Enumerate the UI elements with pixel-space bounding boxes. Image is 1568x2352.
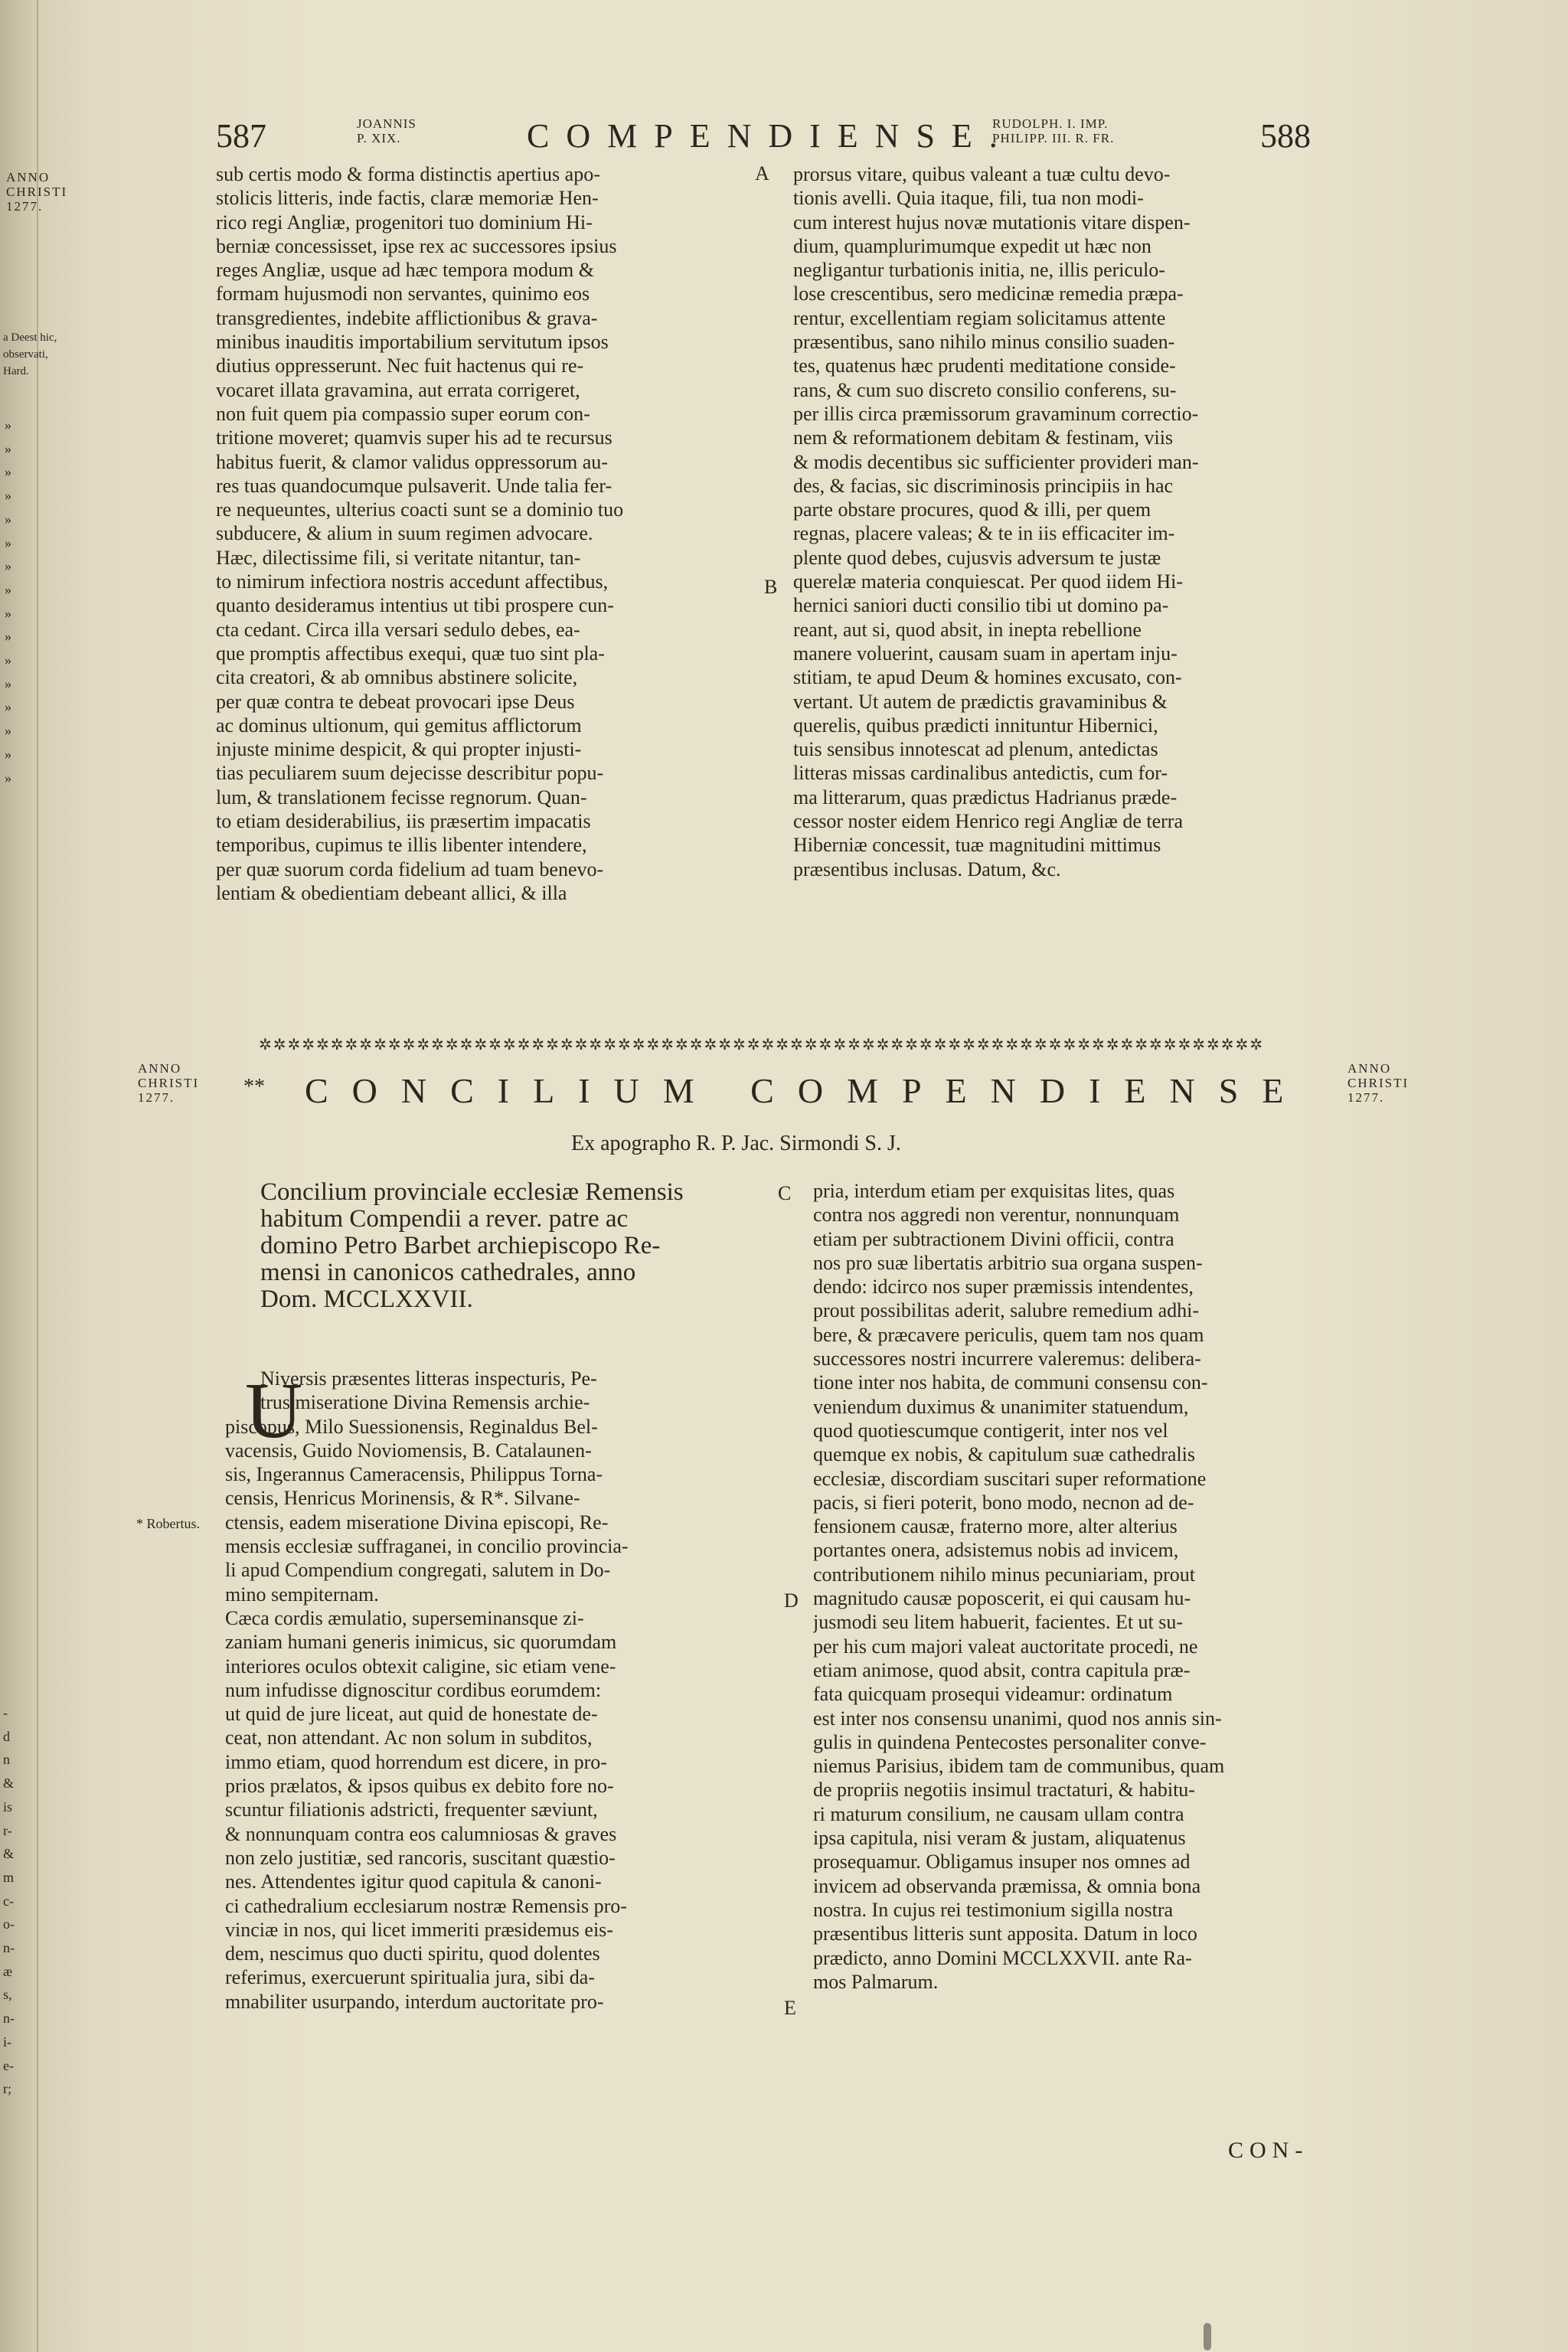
quote-mark: » bbox=[5, 534, 11, 550]
quote-mark: » bbox=[5, 746, 11, 762]
text-line: immo etiam, quod horrendum est dicere, in pro- bbox=[225, 1750, 607, 1773]
text-line: ceat, non attendant. Ac non solum in subditos, bbox=[225, 1726, 593, 1749]
text-line: mensis ecclesiæ suffraganei, in concilio provincia- bbox=[225, 1535, 629, 1558]
text-line: lentiam & obedientiam debeant allici, & illa bbox=[216, 881, 567, 904]
text-line: plente quod debes, cujusvis adversum te justæ bbox=[793, 546, 1161, 569]
text-line: per quæ contra te debeat provocari ipse Deus bbox=[216, 690, 575, 713]
text-line: interiores oculos obtexit caligine, sic etiam vene- bbox=[225, 1655, 616, 1677]
section-title: CONCILIUM COMPENDIENSE bbox=[305, 1071, 1308, 1110]
text-line: prios prælatos, & ipsos quibus ex debito fore no- bbox=[225, 1775, 614, 1798]
text-line: dendo: idcirco nos super præmissis intendentes, bbox=[813, 1276, 1194, 1298]
text-line: tione inter nos habita, de communi consensu con- bbox=[813, 1371, 1208, 1394]
text-line: mos Palmarum. bbox=[813, 1970, 939, 1993]
margin-fragment: & bbox=[3, 1846, 15, 1862]
text-line: Hæc, dilectissime fili, si veritate nitantur, tan- bbox=[216, 546, 581, 569]
text-line: fata quicquam prosequi videamur: ordinatum bbox=[813, 1683, 1173, 1706]
asterisk-mark: ** bbox=[243, 1075, 265, 1099]
drop-cap: U bbox=[245, 1367, 303, 1455]
text-line: fensionem causæ, fraterno more, alter alterius bbox=[813, 1515, 1178, 1538]
text-line: trus miseratione Divina Remensis archie- bbox=[260, 1391, 590, 1414]
quote-mark: » bbox=[5, 652, 11, 668]
summary-line: Concilium provinciale ecclesiæ Remensis bbox=[260, 1178, 684, 1206]
margin-fragment: c- bbox=[3, 1893, 14, 1909]
text-line: berniæ concessisset, ipse rex ac successores ipsius bbox=[216, 234, 617, 257]
quote-mark: » bbox=[5, 605, 11, 621]
council-summary bbox=[260, 1179, 684, 1313]
text-line: prosequamur. Obligamus insuper nos omnes ad bbox=[813, 1851, 1191, 1873]
text-line: magnitudo causæ poposcerit, ei qui causam hu- bbox=[813, 1587, 1191, 1610]
text-line: quanto desideramus intentius ut tibi prospere cun- bbox=[216, 594, 614, 617]
text-line: transgredientes, indebite afflictionibus & grava- bbox=[216, 306, 598, 329]
catchword: CON- bbox=[1228, 2138, 1309, 2163]
margin-fragment: æ bbox=[3, 1963, 13, 1979]
quote-mark: » bbox=[5, 581, 11, 597]
margin-fragment: i- bbox=[3, 2034, 11, 2050]
margin-fragment: & bbox=[3, 1775, 15, 1792]
margin-fragment: is bbox=[3, 1798, 13, 1815]
margin-fragment: n bbox=[3, 1752, 10, 1768]
text-line: pria, interdum etiam per exquisitas lites, quas bbox=[813, 1180, 1175, 1202]
section-letter-e: E bbox=[784, 1997, 796, 2019]
margin-year: 1277. bbox=[6, 199, 44, 214]
text-line: præsentibus litteris sunt apposita. Datum in loco bbox=[813, 1922, 1197, 1945]
header-pope-number: P. XIX. bbox=[357, 131, 401, 145]
text-line: est inter nos consensu unanimi, quod nos annis sin- bbox=[813, 1707, 1222, 1730]
text-line: tias peculiarem suum dejecisse describitur popu- bbox=[216, 762, 604, 785]
summary-line: Dom. MCCLXXVII. bbox=[260, 1285, 473, 1313]
text-line: re nequeuntes, ulterius coacti sunt se a dominio tuo bbox=[216, 498, 624, 521]
margin-fragment: o- bbox=[3, 1916, 15, 1932]
text-line: referimus, exercuerunt spiritualia jura, sibi da- bbox=[225, 1966, 595, 1989]
text-line: mnabiliter usurpando, interdum auctoritate pro- bbox=[225, 1990, 604, 2013]
summary-line: mensi in canonicos cathedrales, anno bbox=[260, 1259, 636, 1286]
text-line: subducere, & alium in suum regimen advocare. bbox=[216, 522, 593, 545]
summary-line: habitum Compendii a rever. patre ac bbox=[260, 1205, 629, 1233]
text-line: nes. Attendentes igitur quod capitula & canoni- bbox=[225, 1870, 602, 1893]
margin-fragment: - bbox=[3, 1705, 8, 1720]
margin-fragment: n- bbox=[3, 1940, 15, 1956]
margin-fragment: r; bbox=[3, 2081, 11, 2097]
text-line: regnas, placere valeas; & te in iis efficaciter im- bbox=[793, 522, 1175, 545]
margin-year-mid-right bbox=[1348, 1061, 1409, 1105]
header-rulers bbox=[992, 116, 1114, 145]
margin-note-hard bbox=[3, 329, 57, 380]
text-line: querelæ materia conquiescat. Per quod iidem Hi- bbox=[793, 570, 1184, 593]
text-line: Niversis præsentes litteras inspecturis, Pe- bbox=[260, 1367, 597, 1390]
text-line: nem & reformationem debitam & festinam, viis bbox=[793, 426, 1174, 449]
quote-mark: » bbox=[5, 417, 11, 433]
ornament-band: ✲✲✲✲✲✲✲✲✲✲✲✲✲✲✲✲✲✲✲✲✲✲✲✲✲✲✲✲✲✲✲✲✲✲✲✲✲✲✲✲✲✲✲✲✲✲✲✲✲✲✲✲✲✲✲✲✲✲✲✲✲✲✲✲✲✲✲✲✲✲ bbox=[259, 1037, 1265, 1052]
upper-right-column bbox=[793, 162, 1344, 881]
text-line: tuis sensibus innotescat ad plenum, antedictas bbox=[793, 738, 1158, 761]
text-line: ci cathedralium ecclesiarum nostræ Remensis pro- bbox=[225, 1894, 627, 1917]
text-line: cum interest hujus novæ mutationis vitare dispen- bbox=[793, 211, 1191, 234]
text-line: ctensis, eadem miseratione Divina episcopi, Re- bbox=[225, 1511, 609, 1534]
text-line: prorsus vitare, quibus valeant a tuæ cultu devo- bbox=[793, 163, 1171, 185]
quote-mark: » bbox=[5, 440, 11, 456]
margin-note-line: observati, bbox=[3, 348, 48, 361]
section-letter-c: C bbox=[778, 1182, 792, 1204]
text-line: non zelo justitiæ, sed rancoris, suscitant quæstio- bbox=[225, 1846, 616, 1869]
text-line: zaniam humani generis inimicus, sic quorumdam bbox=[225, 1631, 617, 1654]
text-line: rentur, excellentiam regiam solicitamus attente bbox=[793, 306, 1166, 329]
text-line: pacis, si fieri poterit, bono modo, necnon ad de- bbox=[813, 1491, 1194, 1514]
margin-year: 1277. bbox=[138, 1090, 175, 1105]
text-line: rans, & cum suo discreto consilio conferens, su- bbox=[793, 378, 1177, 401]
header-emperor: RUDOLPH. I. IMP. bbox=[992, 116, 1109, 131]
margin-fragments bbox=[3, 1701, 15, 2101]
margin-fragment: n- bbox=[3, 2011, 15, 2027]
lower-right-column bbox=[813, 1179, 1349, 1994]
text-line: cessor noster eidem Henrico regi Angliæ de terra bbox=[793, 810, 1183, 833]
text-line: dium, quamplurimumque expedit ut hæc non bbox=[793, 234, 1152, 257]
text-line: habitus fuerit, & clamor validus oppressorum au- bbox=[216, 450, 608, 473]
quote-mark: » bbox=[5, 629, 11, 645]
text-line: niemus Parisius, ibidem tam de communibus, quam bbox=[813, 1755, 1225, 1778]
text-line: vacensis, Guido Noviomensis, B. Catalaunen- bbox=[225, 1439, 592, 1462]
header-pope-name: JOANNIS bbox=[357, 116, 416, 131]
section-letter-d: D bbox=[784, 1589, 799, 1612]
text-line: & nonnunquam contra eos calumniosas & graves bbox=[225, 1822, 617, 1845]
margin-year-mid-left bbox=[138, 1061, 199, 1105]
text-line: hernici saniori ducti consilio tibi ut domino pa- bbox=[793, 594, 1169, 617]
text-line: formam hujusmodi non servantes, quinimo eos bbox=[216, 283, 590, 305]
text-line: præsentibus inclusas. Datum, &c. bbox=[793, 858, 1061, 880]
text-line: tritione moveret; quamvis super his ad te recursus bbox=[216, 426, 612, 449]
text-line: de propriis negotiis insimul tractaturi, & habitu- bbox=[813, 1779, 1195, 1802]
section-letter-a: A bbox=[755, 162, 769, 185]
text-line: non fuit quem pia compassio super eorum con- bbox=[216, 402, 590, 425]
text-line: manere voluerint, causam suam in apertam inju- bbox=[793, 642, 1178, 665]
text-line: injuste minime despicit, & qui propter injusti- bbox=[216, 738, 582, 761]
summary-line: domino Petro Barbet archiepiscopo Re- bbox=[260, 1232, 661, 1259]
margin-year-top bbox=[6, 170, 67, 214]
section-subtitle: Ex apographo R. P. Jac. Sirmondi S. J. bbox=[571, 1132, 901, 1155]
lower-left-column bbox=[216, 1367, 770, 2014]
text-line: contra nos aggredi non verentur, nonnunquam bbox=[813, 1204, 1180, 1227]
text-line: nos pro suæ libertatis arbitrio sua organa suspen- bbox=[813, 1251, 1203, 1274]
upper-left-column bbox=[216, 162, 752, 905]
margin-anno: ANNO bbox=[138, 1061, 182, 1076]
quote-mark: » bbox=[5, 464, 11, 480]
text-line: ri maturum consilium, ne causam ullam contra bbox=[813, 1802, 1184, 1825]
text-line: res tuas quandocumque pulsaverit. Unde talia fer- bbox=[216, 474, 612, 497]
quote-mark: » bbox=[5, 511, 11, 527]
text-line: ipsa capitula, nisi veram & justam, aliquatenus bbox=[813, 1827, 1186, 1850]
text-line: querelis, quibus prædicti innituntur Hibernici, bbox=[793, 714, 1158, 737]
text-line: prædicto, anno Domini MCCLXXVII. ante Ra- bbox=[813, 1946, 1192, 1969]
text-line: diutius oppresserunt. Nec fuit hactenus qui re- bbox=[216, 354, 584, 377]
text-line: tes, quatenus hæc prudenti meditatione conside- bbox=[793, 354, 1176, 377]
text-line: præsentibus, sano nihilo minus consilio suaden- bbox=[793, 331, 1175, 354]
quote-mark: » bbox=[5, 675, 11, 691]
text-line: lum, & translationem fecisse regnorum. Quan- bbox=[216, 786, 587, 808]
text-line: ut quid de jure liceat, aut quid de honestate de- bbox=[225, 1703, 598, 1726]
text-line: parte obstare procures, quod & illi, per quem bbox=[793, 498, 1152, 521]
text-line: que promptis affectibus exequi, quæ tuo sint pla- bbox=[216, 642, 605, 665]
text-line: litteras missas cardinalibus antedictis, cum for- bbox=[793, 762, 1168, 785]
margin-christi: CHRISTI bbox=[138, 1076, 200, 1090]
margin-christi: CHRISTI bbox=[6, 185, 68, 199]
quote-mark: » bbox=[5, 699, 11, 715]
text-line: invicem ad observanda præmissa, & omnia bona bbox=[813, 1874, 1201, 1897]
text-line: stolicis litteris, inde factis, claræ memoriæ Hen- bbox=[216, 187, 599, 210]
text-line: Hiberniæ concessit, tuæ magnitudini mittimus bbox=[793, 834, 1161, 857]
text-line: & modis decentibus sic sufficienter provideri man- bbox=[793, 450, 1199, 473]
quote-mark: » bbox=[5, 558, 11, 574]
quote-mark: » bbox=[5, 723, 11, 739]
text-line: quod quotiescumque contigerit, inter nos vel bbox=[813, 1419, 1168, 1442]
text-line: lose crescentibus, sero medicinæ remedia præpa- bbox=[793, 283, 1184, 305]
text-line: portantes onera, adsistemus nobis ad invicem, bbox=[813, 1539, 1179, 1562]
text-line: li apud Compendium congregati, salutem in Do- bbox=[225, 1559, 611, 1582]
margin-note-line: a Deest hic, bbox=[3, 332, 57, 344]
page-number-right: 588 bbox=[1260, 117, 1311, 155]
text-line: sis, Ingerannus Cameracensis, Philippus Torna- bbox=[225, 1463, 603, 1486]
text-line: vertant. Ut autem de prædictis gravaminibus & bbox=[793, 690, 1168, 713]
text-line: gulis in quindena Pentecostes personaliter conve- bbox=[813, 1730, 1207, 1753]
text-line: veniendum duximus & unanimiter statuendum, bbox=[813, 1395, 1189, 1418]
text-line: temporibus, cupimus te illis libenter intendere, bbox=[216, 834, 587, 857]
margin-fragment: s, bbox=[3, 1987, 12, 2003]
text-line: ma litterarum, quas prædictus Hadrianus præde- bbox=[793, 786, 1178, 808]
text-line: successores nostri incurrere valeremus: delibera- bbox=[813, 1348, 1201, 1370]
text-line: per quæ suorum corda fidelium ad tuam benevo- bbox=[216, 858, 604, 880]
text-line: per illis circa præmissorum gravaminum correctio- bbox=[793, 402, 1199, 425]
text-line: per his cum majori valeat auctoritate procedi, ne bbox=[813, 1635, 1198, 1658]
margin-note-robertus: * Robertus. bbox=[136, 1516, 200, 1531]
header-pope bbox=[357, 116, 416, 145]
text-line: to etiam desiderabilius, iis præsertim impacatis bbox=[216, 810, 591, 833]
text-line: dem, nescimus quo ducti spiritu, quod dolentes bbox=[225, 1942, 600, 1965]
page-mark bbox=[1204, 2323, 1211, 2350]
text-line: cita creatori, & ab omnibus abstinere solicite, bbox=[216, 666, 578, 689]
text-line: reges Angliæ, usque ad hæc tempora modum & bbox=[216, 259, 594, 282]
text-line: prout possibilitas aderit, salubre remedium adhi- bbox=[813, 1299, 1199, 1322]
margin-quote-marks bbox=[5, 413, 11, 789]
text-line: cta cedant. Circa illa versari sedulo debes, ea- bbox=[216, 618, 580, 641]
text-line: reant, aut si, quod absit, in inepta rebellione bbox=[793, 618, 1142, 641]
page-number-left: 587 bbox=[216, 117, 266, 155]
header-king: PHILIPP. III. R. FR. bbox=[992, 131, 1115, 145]
quote-mark: » bbox=[5, 769, 11, 786]
text-line: Cæca cordis æmulatio, superseminansque zi- bbox=[225, 1606, 584, 1629]
text-line: tionis avelli. Quia itaque, fili, tua non modi- bbox=[793, 187, 1144, 210]
text-line: vocaret illata gravamina, aut errata corrigeret, bbox=[216, 378, 580, 401]
text-line: nostra. In cujus rei testimonium sigilla nostra bbox=[813, 1898, 1174, 1921]
text-line: jusmodi seu litem habuerit, facientes. Et ut su- bbox=[813, 1611, 1184, 1634]
margin-anno: ANNO bbox=[1348, 1061, 1392, 1076]
text-line: etiam per subtractionem Divini officii, contra bbox=[813, 1227, 1174, 1250]
text-line: vinciæ in nos, qui licet immeriti præsidemus eis- bbox=[225, 1918, 613, 1941]
text-line: rico regi Angliæ, progenitori tuo dominium Hi- bbox=[216, 211, 593, 234]
text-line: minibus inauditis importabilium servitutum ipsos bbox=[216, 331, 609, 354]
running-title: COMPENDIENSE. bbox=[527, 117, 1014, 155]
text-line: negligantur turbationis initia, ne, illis periculo- bbox=[793, 259, 1165, 282]
margin-note-line: Hard. bbox=[3, 365, 29, 377]
text-line: ac dominus ultionum, qui gemitus afflictorum bbox=[216, 714, 582, 737]
margin-fragment: d bbox=[3, 1728, 10, 1744]
text-line: censis, Henricus Morinensis, & R*. Silvane- bbox=[225, 1487, 580, 1510]
margin-fragment: m bbox=[3, 1869, 15, 1885]
section-letter-b: B bbox=[764, 576, 778, 598]
text-line: des, & facias, sic discriminosis principiis in hac bbox=[793, 474, 1174, 497]
text-line: etiam animose, quod absit, contra capitula præ- bbox=[813, 1658, 1191, 1681]
margin-christi: CHRISTI bbox=[1348, 1076, 1410, 1090]
text-line: bere, & præcavere periculis, quem tam nos quam bbox=[813, 1323, 1204, 1346]
text-line: to nimirum infectiora nostris accedunt affectibus, bbox=[216, 570, 609, 593]
text-line: ecclesiæ, discordiam suscitari super reformatione bbox=[813, 1467, 1207, 1490]
text-line: piscopus, Milo Suessionensis, Reginaldus Bel- bbox=[225, 1415, 598, 1438]
text-line: mino sempiternam. bbox=[225, 1583, 379, 1606]
margin-year: 1277. bbox=[1348, 1090, 1385, 1105]
text-line: quemque ex nobis, & capitulum suæ cathedralis bbox=[813, 1443, 1195, 1466]
margin-fragment: r- bbox=[3, 1822, 12, 1838]
text-line: scuntur filiationis adstricti, frequenter sæviunt, bbox=[225, 1798, 598, 1821]
text-line: stitiam, te apud Deum & homines excusato, con- bbox=[793, 666, 1182, 689]
quote-mark: » bbox=[5, 488, 11, 504]
margin-fragment: e- bbox=[3, 2057, 14, 2073]
text-line: sub certis modo & forma distinctis apertius apo- bbox=[216, 163, 600, 185]
text-line: num infudisse dignoscitur cordibus eorumdem: bbox=[225, 1678, 602, 1701]
margin-anno: ANNO bbox=[6, 170, 51, 185]
text-line: contributionem nihilo minus pecuniariam, prout bbox=[813, 1563, 1195, 1586]
